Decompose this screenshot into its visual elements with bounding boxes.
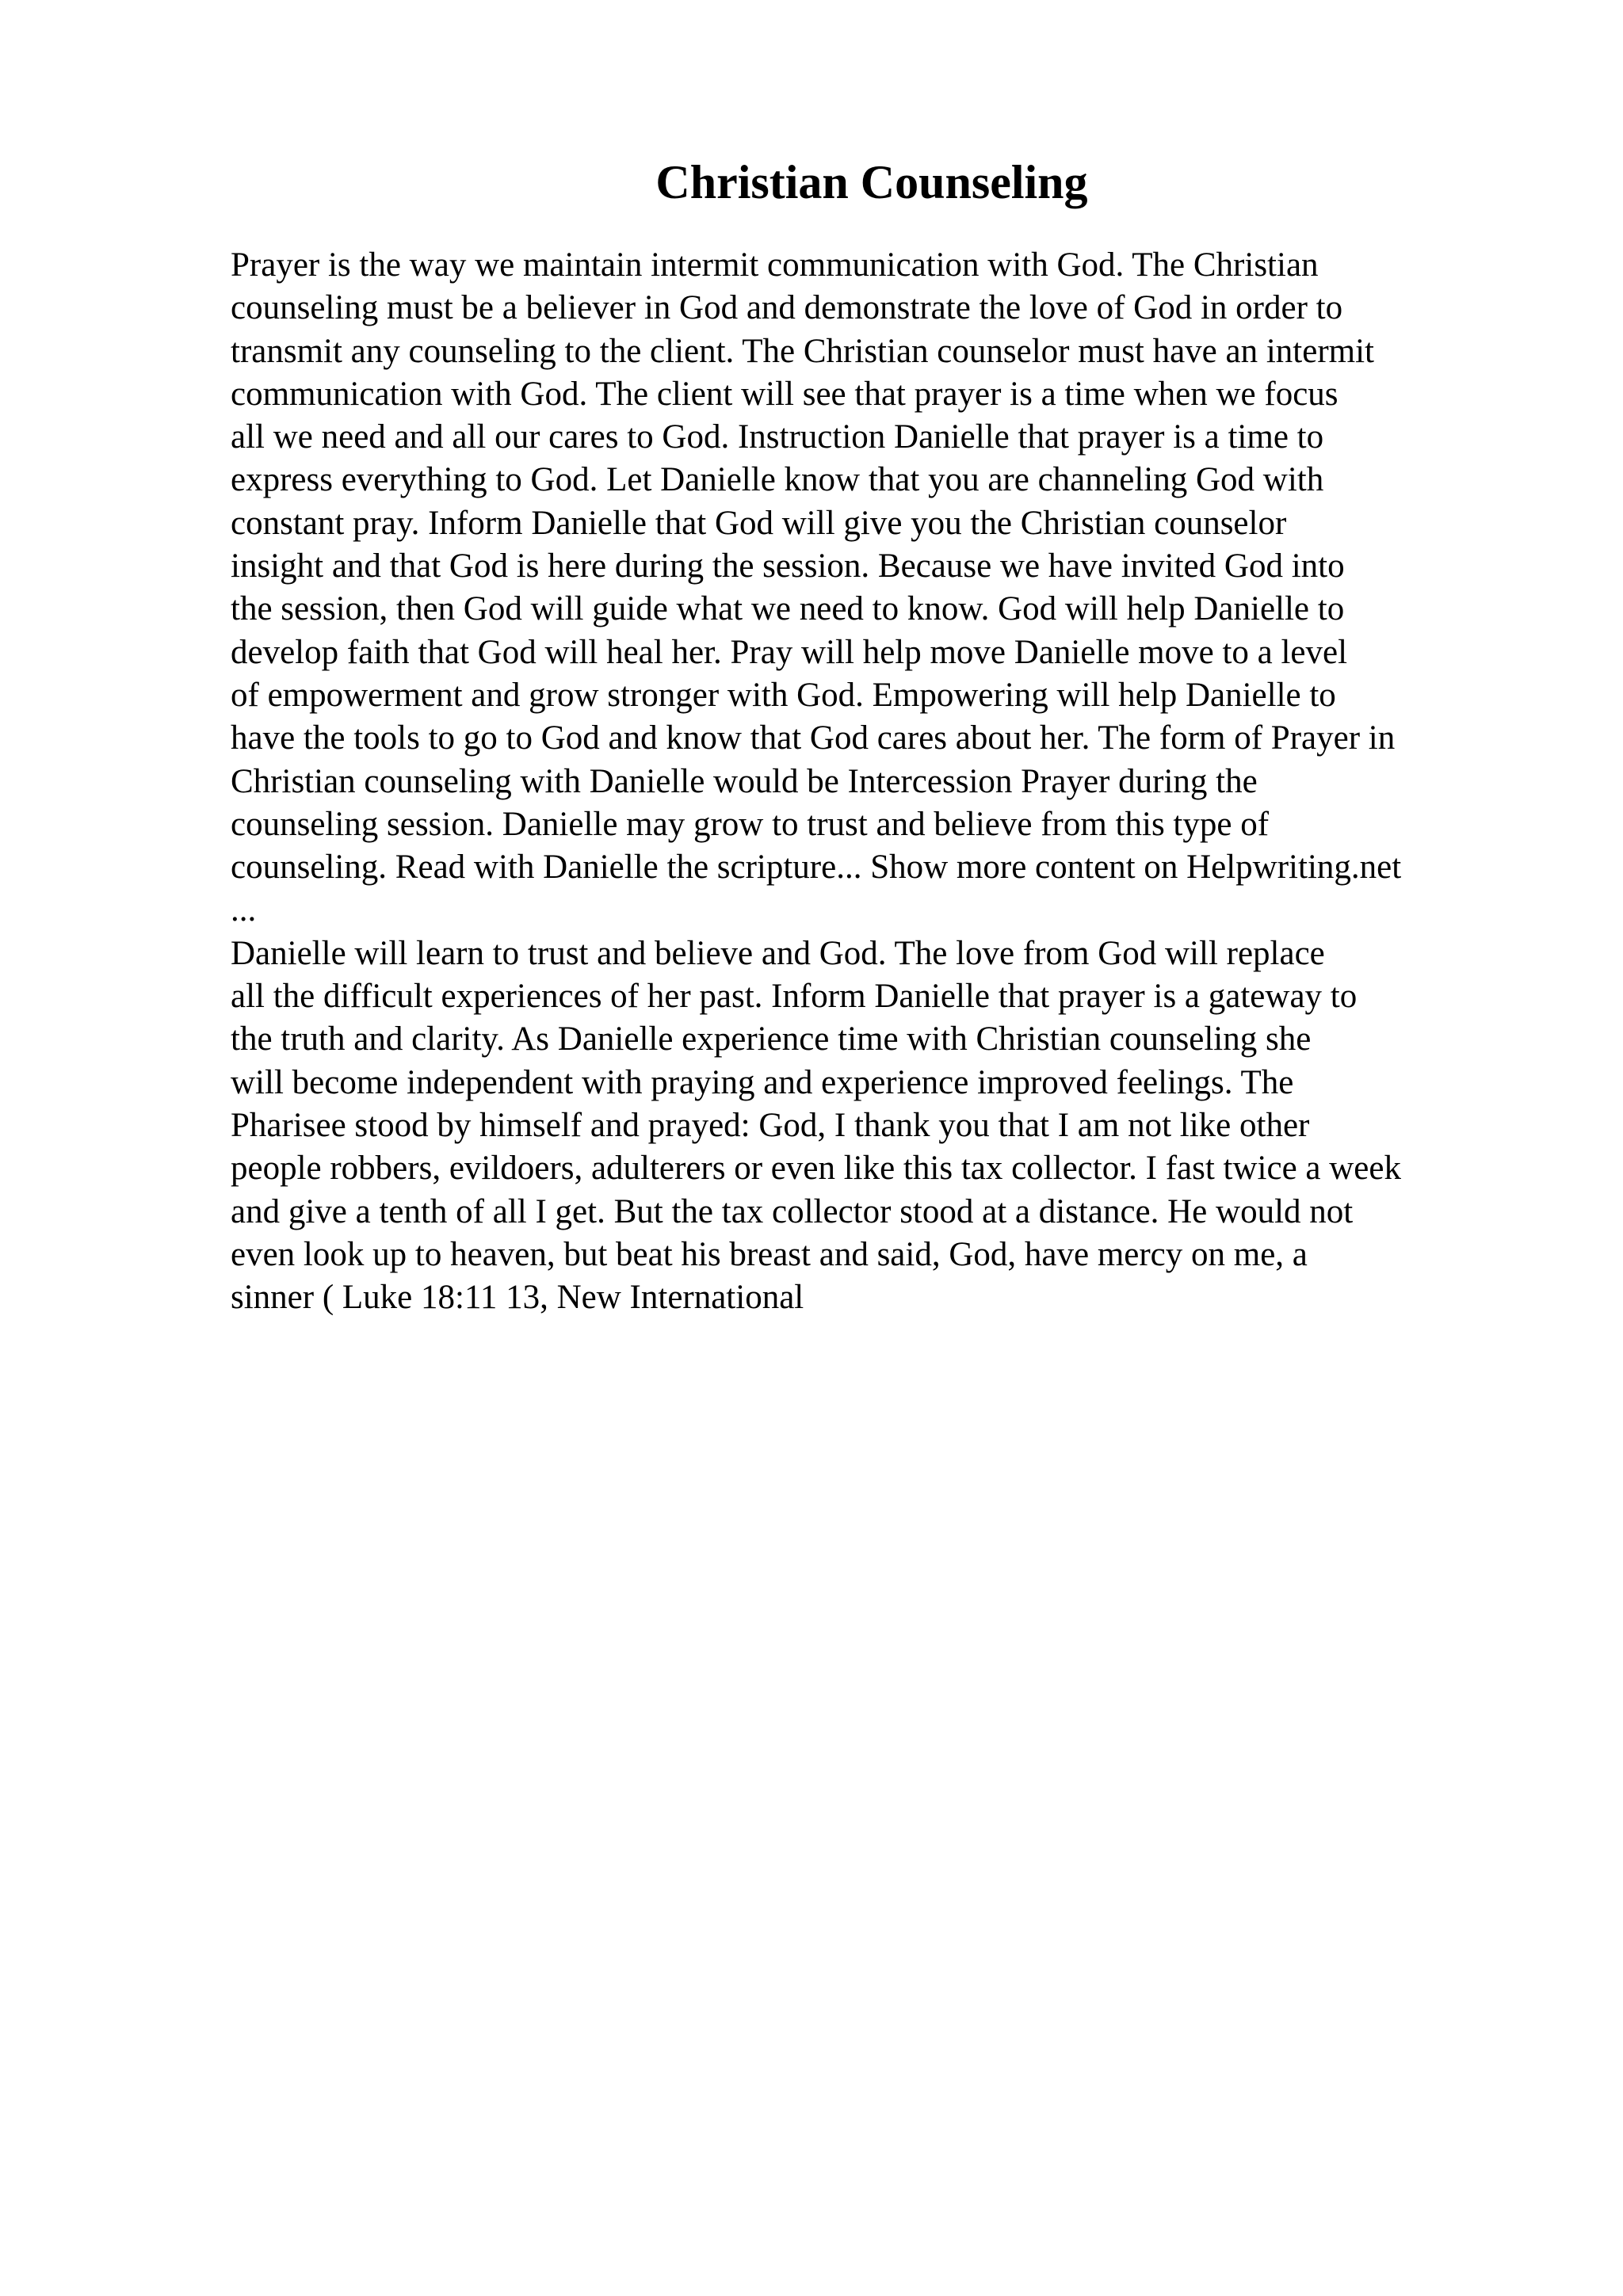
body-line: ... (231, 891, 257, 929)
body-line: express everything to God. Let Danielle know that you are channeling God with (231, 461, 1324, 499)
body-line: will become independent with praying and experience improved feelings. The (231, 1063, 1294, 1101)
body-line: counseling must be a believer in God and demonstrate the love of God in order to (231, 289, 1343, 327)
body-line: all the difficult experiences of her past. Inform Danielle that prayer is a gateway to (231, 978, 1358, 1016)
body-line: even look up to heaven, but beat his breast and said, God, have mercy on me, a (231, 1235, 1308, 1273)
body-line: all we need and all our cares to God. Instruction Danielle that prayer is a time to (231, 418, 1324, 456)
body-line: the session, then God will guide what we need to know. God will help Danielle to (231, 590, 1345, 628)
document-title: Christian Counseling (655, 156, 1088, 208)
body-line: Christian counseling with Danielle would be Intercession Prayer during the (231, 762, 1258, 800)
body-line: the truth and clarity. As Danielle experience time with Christian counseling she (231, 1020, 1312, 1058)
body-line: of empowerment and grow stronger with God. Empowering will help Danielle to (231, 676, 1336, 714)
body-line: Danielle will learn to trust and believe and God. The love from God will replace (231, 934, 1325, 972)
body-line: sinner ( Luke 18:11 13, New International (231, 1279, 804, 1317)
body-line: constant pray. Inform Danielle that God will give you the Christian counselor (231, 504, 1287, 542)
body-line: have the tools to go to God and know that God cares about her. The form of Prayer in (231, 719, 1396, 757)
body-line: communication with God. The client will see that prayer is a time when we focus (231, 375, 1338, 413)
body-line: Pharisee stood by himself and prayed: God, I thank you that I am not like other (231, 1106, 1310, 1144)
body-line: people robbers, evildoers, adulterers or even like this tax collector. I fast twice a week (231, 1150, 1401, 1188)
body-line: Prayer is the way we maintain intermit communication with God. The Christian (231, 246, 1319, 284)
body-line: counseling. Read with Danielle the scripture... Show more content on Helpwriting.net (231, 849, 1402, 887)
body-line: develop faith that God will heal her. Pray will help move Danielle move to a level (231, 633, 1348, 671)
body-line: and give a tenth of all I get. But the tax collector stood at a distance. He would not (231, 1192, 1354, 1230)
body-line: counseling session. Danielle may grow to trust and believe from this type of (231, 805, 1270, 843)
body-line: insight and that God is here during the session. Because we have invited God into (231, 547, 1345, 585)
document-body (231, 244, 1594, 1319)
body-line: transmit any counseling to the client. The Christian counselor must have an intermit (231, 332, 1374, 370)
